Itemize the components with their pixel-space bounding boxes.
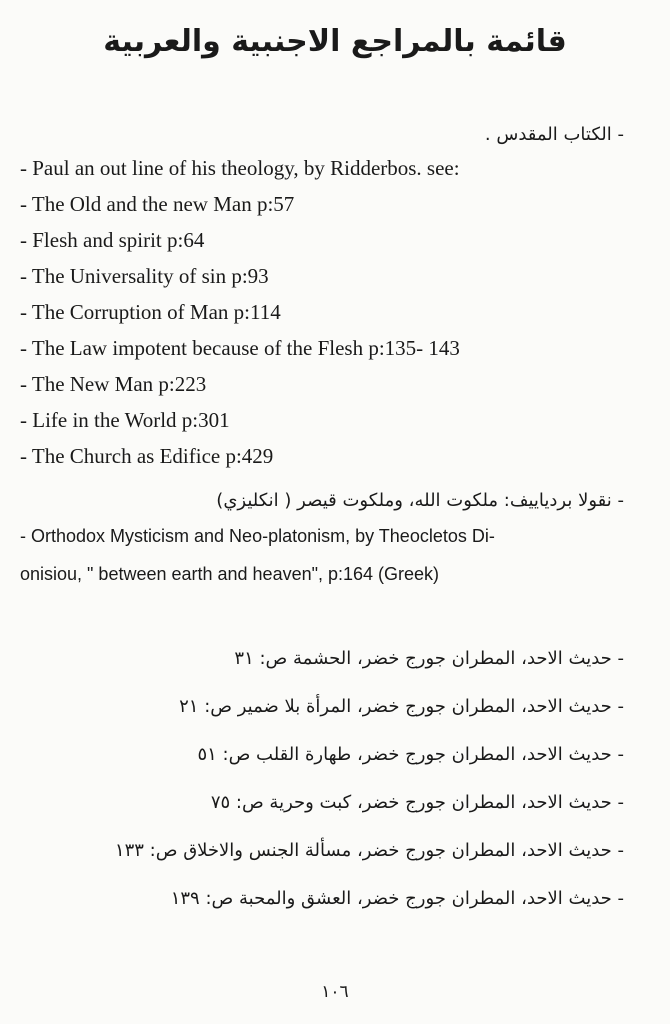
- khodr-reference: - حديث الاحد، المطران جورج خضر، الحشمة ص: ٣١: [234, 648, 624, 669]
- ridderbos-item: - Flesh and spirit p:64: [20, 228, 205, 252]
- bible-reference: - الكتاب المقدس .: [484, 124, 624, 145]
- ridderbos-item: - The Old and the new Man p:57: [20, 192, 295, 216]
- berdyaev-reference: - نقولا بردياييف: ملكوت الله، وملكوت قيصر ( انكليزي): [216, 490, 624, 511]
- khodr-reference: - حديث الاحد، المطران جورج خضر، كبت وحرية ص: ٧٥: [210, 792, 624, 813]
- khodr-reference: - حديث الاحد، المطران جورج خضر، طهارة القلب ص: ٥١: [197, 744, 624, 765]
- ridderbos-heading: - Paul an out line of his theology, by Ridderbos. see:: [20, 156, 460, 180]
- ridderbos-item: - Life in the World p:301: [20, 408, 230, 432]
- ridderbos-item: - The Church as Edifice p:429: [20, 444, 274, 468]
- ridderbos-item: - The Corruption of Man p:114: [20, 300, 281, 324]
- theocletos-reference-line-2: onisiou, " between earth and heaven", p:164 (Greek): [20, 564, 440, 584]
- page-title: قائمة بالمراجع الاجنبية والعربية: [103, 24, 567, 59]
- theocletos-reference-line-1: - Orthodox Mysticism and Neo-platonism, by Theocletos Di-: [20, 526, 495, 546]
- page-number: ١٠٦: [321, 982, 349, 1002]
- khodr-reference: - حديث الاحد، المطران جورج خضر، المرأة بلا ضمير ص: ٢١: [179, 696, 624, 717]
- ridderbos-item: - The New Man p:223: [20, 372, 207, 396]
- ridderbos-item: - The Law impotent because of the Flesh p:135- 143: [20, 336, 460, 360]
- khodr-reference: - حديث الاحد، المطران جورج خضر، العشق والمحبة ص: ١٣٩: [170, 888, 624, 909]
- ridderbos-item: - The Universality of sin p:93: [20, 264, 269, 288]
- khodr-reference: - حديث الاحد، المطران جورج خضر، مسألة الجنس والاخلاق ص: ١٣٣: [114, 840, 624, 861]
